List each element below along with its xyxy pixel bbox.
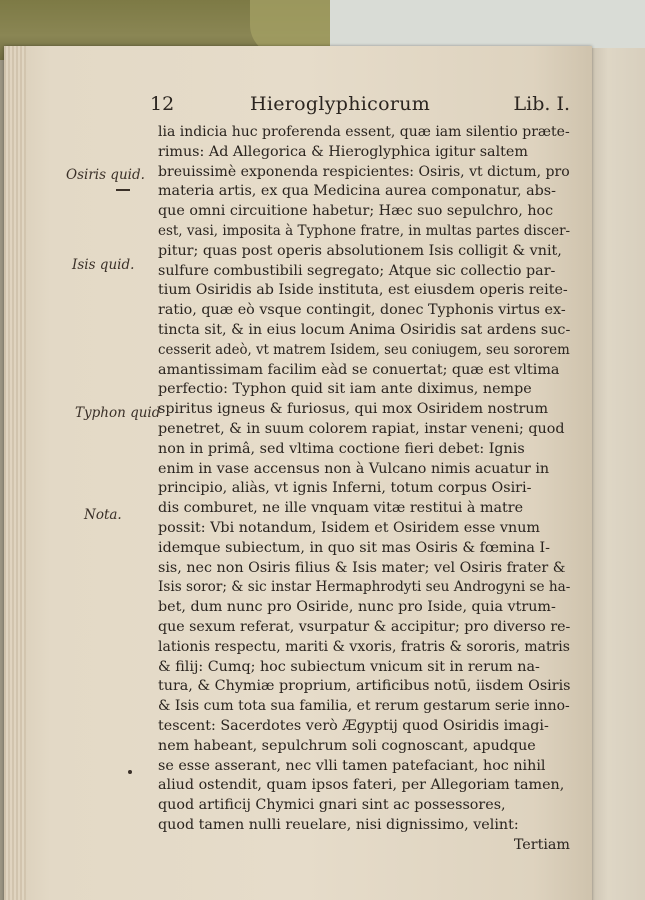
text-line: est, vasi, imposita à Typhone fratre, in multas partes discer- bbox=[158, 222, 571, 239]
text-line: principio, aliàs, vt ignis Inferni, totum corpus Osiri- bbox=[158, 480, 532, 497]
text-line: & filij: Cumq; hoc subiectum vnicum sit in rerum na- bbox=[158, 658, 540, 675]
text-line: materia artis, ex qua Medicina aurea componatur, abs- bbox=[158, 183, 556, 200]
text-line: amantissimam facilim eàd se conuertat; quæ est vltima bbox=[158, 361, 560, 378]
margin-mark bbox=[128, 770, 132, 774]
text-line: non in primâ, sed vltima coctione fieri debet: Ignis bbox=[158, 440, 525, 457]
page-edge-stack bbox=[4, 46, 26, 900]
margin-note-nota: Nota. bbox=[84, 507, 122, 523]
text-line: aliud ostendit, quam ipsos fateri, per Allegoriam tamen, bbox=[158, 777, 565, 794]
text-line: spiritus igneus & furiosus, qui mox Osiridem nostrum bbox=[158, 401, 549, 418]
margin-note-typhon: Typhon quid bbox=[75, 405, 161, 421]
page-number: 12 bbox=[150, 93, 175, 115]
text-line: lationis respectu, mariti & vxoris, fratris & sororis, matris bbox=[158, 638, 570, 655]
text-line: tura, & Chymiæ proprium, artificibus notū, iisdem Osiris bbox=[158, 678, 571, 695]
text-line: penetret, & in suum colorem rapiat, instar veneni; quod bbox=[158, 420, 565, 437]
body-text bbox=[158, 123, 570, 855]
text-line: & Isis cum tota sua familia, et rerum gestarum serie inno- bbox=[158, 698, 570, 715]
margin-note-isis: Isis quid. bbox=[72, 257, 135, 273]
text-line: quod tamen nulli reuelare, nisi dignissimo, velint: bbox=[158, 816, 519, 833]
text-line: cesserit adeò, vt matrem Isidem, seu coniugem, seu sororem bbox=[158, 341, 570, 358]
text-line: idemque subiectum, in quo sit mas Osiris & fœmina I- bbox=[158, 539, 550, 556]
text-line: sis, nec non Osiris filius & Isis mater; vel Osiris frater & bbox=[158, 559, 566, 576]
text-line: enim in vase accensus non à Vulcano nimis acuatur in bbox=[158, 460, 550, 477]
text-line: possit: Vbi notandum, Isidem et Osiridem esse vnum bbox=[158, 519, 540, 536]
text-line: bet, dum nunc pro Osiride, nunc pro Iside, quia vtrum- bbox=[158, 599, 556, 616]
text-line: que omni circuitione habetur; Hæc suo sepulchro, hoc bbox=[158, 203, 554, 220]
running-title: Hieroglyphicorum bbox=[250, 93, 431, 115]
text-line: quod artificij Chymici gnari sint ac possessores, bbox=[158, 797, 506, 814]
text-line: que sexum referat, vsurpatur & accipitur; pro diverso re- bbox=[158, 618, 571, 635]
text-line: se esse asserant, nec vlli tamen patefaciant, hoc nihil bbox=[158, 757, 546, 774]
text-line: Isis soror; & sic instar Hermaphrodyti seu Androgyni se ha- bbox=[158, 579, 571, 596]
text-line: ratio, quæ eò vsque contingit, donec Typhonis virtus ex- bbox=[158, 302, 566, 319]
facing-page-edge bbox=[586, 48, 645, 900]
text-line: perfectio: Typhon quid sit iam ante diximus, nempe bbox=[158, 381, 532, 398]
text-line: tincta sit, & in eius locum Anima Osiridis sat ardens suc- bbox=[158, 321, 571, 338]
text-line: rimus: Ad Allegorica & Hieroglyphica igitur saltem bbox=[158, 143, 528, 160]
page-header bbox=[150, 93, 570, 119]
margin-dash bbox=[116, 189, 130, 191]
text-line: lia indicia huc proferenda essent, quæ iam silentio præte- bbox=[158, 124, 570, 140]
catchword: Tertiam bbox=[513, 836, 570, 853]
margin-note-osiris: Osiris quid. bbox=[66, 167, 145, 183]
text-line: dis comburet, ne ille vnquam vitæ restitui à matre bbox=[158, 500, 524, 517]
text-line: breuissimè exponenda respicientes: Osiris, vt dictum, pro bbox=[158, 163, 570, 180]
text-line: pitur; quas post operis absolutionem Isis colligit & vnit, bbox=[158, 242, 562, 259]
book-label: Lib. I. bbox=[513, 93, 570, 115]
text-line: tescent: Sacerdotes verò Ægyptij quod Osiridis imagi- bbox=[158, 717, 549, 734]
text-line: sulfure combustibili segregato; Atque sic collectio par- bbox=[158, 262, 556, 279]
text-line: tium Osiridis ab Iside instituta, est eiusdem operis reite- bbox=[158, 282, 568, 299]
text-line: nem habeant, sepulchrum soli cognoscant, apudque bbox=[158, 737, 536, 754]
